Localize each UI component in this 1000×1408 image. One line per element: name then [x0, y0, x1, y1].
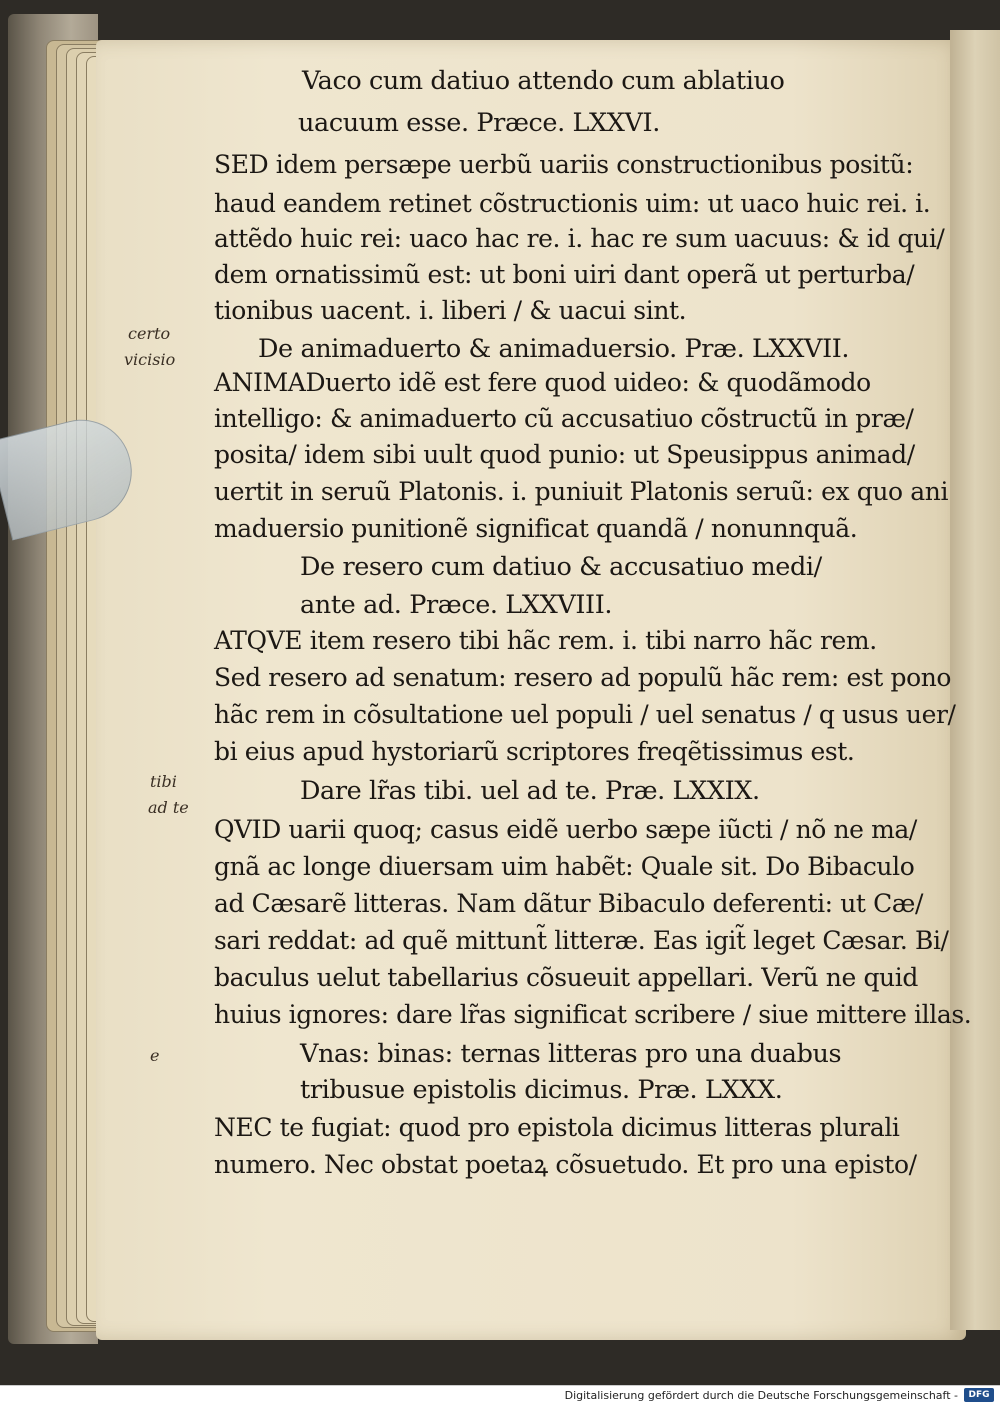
marginal-note: tibi [150, 772, 177, 791]
text-line: bi eius apud hystoriarũ scriptores freqẽtissimus est. [214, 737, 855, 766]
text-line: uertit in seruũ Platonis. i. puniuit Platonis seruũ: ex quo ani [214, 477, 949, 506]
text-line: QVID uarii quoq; casus eidẽ uerbo sæpe iũcti / nõ ne ma/ [214, 815, 917, 844]
heading-line: tribusue epistolis dicimus. Præ. LXXX. [300, 1075, 783, 1105]
text-line: ad Cæsarẽ litteras. Nam dãtur Bibaculo deferenti: ut Cæ/ [214, 889, 923, 918]
text-line: NEC te fugiat: quod pro epistola dicimus litteras plurali [214, 1113, 900, 1142]
text-line: Sed resero ad senatum: resero ad populũ hãc rem: est pono [214, 663, 952, 692]
heading-line: Vaco cum datiuo attendo cum ablatiuo [302, 66, 785, 96]
text-line: dem ornatissimũ est: ut boni uiri dant operã ut perturba/ [214, 260, 915, 289]
heading-line: De resero cum datiuo & accusatiuo medi/ [300, 552, 822, 582]
text-line: hãc rem in cõsultatione uel populi / uel senatus / q usus uer/ [214, 700, 956, 729]
heading-line: ante ad. Præce. LXXVIII. [300, 590, 613, 620]
heading-line: De animaduerto & animaduersio. Præ. LXXVII. [258, 334, 850, 364]
marginal-note: certo [128, 324, 171, 343]
marginal-note: vicisio [124, 350, 176, 369]
dfg-logo: DFG [964, 1388, 994, 1402]
text-line: sari reddat: ad quẽ mittunt̃ litteræ. Eas igit̃ leget Cæsar. Bi/ [214, 926, 949, 955]
text-line: maduersio punitionẽ significat quandã / nonunnquã. [214, 514, 858, 543]
text-line: baculus uelut tabellarius cõsueuit appellari. Verũ ne quid [214, 963, 918, 992]
funding-credit: Digitalisierung gefördert durch die Deutsche Forschungsgemeinschaft - [564, 1389, 958, 1402]
text-line: SED idem persæpe uerbũ uariis constructionibus positũ: [214, 150, 914, 179]
marginal-note: ad te [148, 798, 189, 817]
text-line: attẽdo huic rei: uaco hac re. i. hac re sum uacuus: & id qui/ [214, 224, 945, 253]
heading-line: uacuum esse. Præce. LXXVI. [298, 108, 660, 138]
text-line: intelligo: & animaduerto cũ accusatiuo cõstructũ in præ/ [214, 404, 914, 433]
marginal-note: e [150, 1046, 160, 1065]
text-line: gnã ac longe diuersam uim habẽt: Quale sit. Do Bibaculo [214, 852, 915, 881]
text-line: numero. Nec obstat poetaꝝ cõsuetudo. Et pro una episto/ [214, 1150, 917, 1179]
text-line: ANIMADuerto idẽ est fere quod uideo: & quodãmodo [214, 368, 871, 397]
text-line: tionibus uacent. i. liberi / & uacui sint. [214, 296, 687, 325]
text-line: huius ignores: dare lr̃as significat scribere / siue mittere illas. [214, 1000, 972, 1029]
text-line: haud eandem retinet cõstructionis uim: ut uaco huic rei. i. [214, 189, 931, 218]
heading-line: Dare lr̃as tibi. uel ad te. Præ. LXXIX. [300, 776, 760, 806]
text-line: ATQVE item resero tibi hãc rem. i. tibi narro hãc rem. [214, 626, 877, 655]
text-line: posita/ idem sibi uult quod punio: ut Speusippus animad/ [214, 440, 915, 469]
heading-line: Vnas: binas: ternas litteras pro una duabus [300, 1039, 842, 1069]
